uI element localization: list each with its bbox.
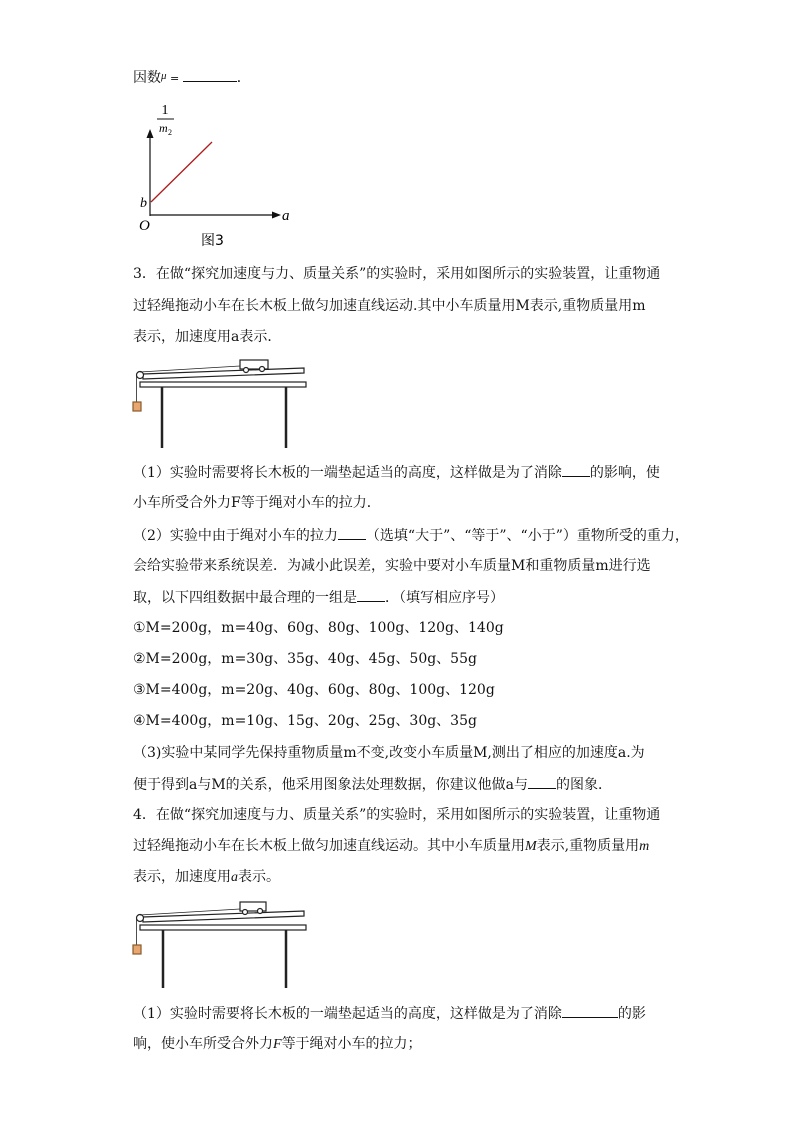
q3-part2-text-b: （选填“大于”、“等于”、“小于”）重物所受的重力， [365,528,689,544]
q4-stem-text-b: 表示,重物质量用 [536,838,640,854]
q3-stem-line-3: 表示，加速度用a表示． [133,329,282,345]
pulley [137,915,144,922]
origin-label: O [139,218,150,234]
q3-part1-text-a: （1）实验时需要将长木板的一端垫起适当的高度，这样做是为了消除 [133,465,562,481]
table-top [140,925,306,930]
q3-part2-text-d: 取，以下四组数据中最合理的一组是 [133,590,357,606]
q4-part1-text-c: 响，使小车所受合外力 [133,1036,273,1052]
q4-var-m: m [639,839,650,854]
hanging-weight [133,945,141,954]
q4-part1-text-a: （1）实验时需要将长木板的一端垫起适当的高度，这样做是为了消除 [133,1006,562,1022]
y-label-numerator: 1 [161,103,169,118]
q3-option-3: ③M=400g，m=20g、40g、60g、80g、100g、120g [133,682,495,698]
long-board [143,911,304,922]
q3-part3-text-c: 的图象． [556,777,613,793]
q3-part1-text-b: 的影响，使 [589,465,660,481]
q4-stem-text-d: 表示。 [238,869,280,885]
mu-symbol: μ [161,70,167,82]
q4-part1-text-d: 等于绳对小车的拉力； [281,1036,422,1052]
q3-part3-text-b: 便于得到a与M的关系，他采用图象法处理数据，你建议他做a与 [133,777,529,793]
q4-var-F: F [273,1037,282,1052]
cart-wheel-left [243,910,248,915]
cart-wheel-right [258,909,263,914]
q4-stem-line-1: 4．在做“探究加速度与力、质量关系”的实验时，采用如图所示的实验装置，让重物通 [133,807,661,823]
q4-part1-text-b: 的影 [617,1006,646,1022]
q3-option-2: ②M=200g，m=30g、35g、40g、45g、50g、55g [133,651,477,667]
y-label-subscript: 2 [168,128,172,137]
intercept-label: b [140,196,147,211]
q3-stem-line-2: 过轻绳拖动小车在长木板上做匀加速直线运动.其中小车质量用M表示,重物质量用m [133,298,646,314]
q3-part2-text-e: ．（填写相应序号） [385,590,504,606]
q2-tail-end: ． [236,70,251,86]
q3-option-1: ①M=200g，m=40g、60g、80g、100g、120g、140g [133,620,504,636]
answer-blank-q4-1[interactable] [562,1003,618,1018]
figure3-caption: 图3 [201,233,224,249]
q3-part2-line-2: 会给实验带来系统误差．为减小此误差，实验中要对小车质量M和重物质量m进行选 [133,558,651,574]
q3-part3-line-1: （3)实验中某同学先保持重物质量m不变,改变小车质量M,测出了相应的加速度a.为 [133,745,645,761]
q4-part1-line-2 [133,1034,422,1055]
q3-option-4: ④M=400g，m=10g、15g、20g、25g、30g、35g [133,713,477,729]
q3-part1-line-2: 小车所受合外力F等于绳对小车的拉力． [133,495,381,511]
q2-tail-eq: = [166,72,183,85]
q4-part1-line-1 [133,1003,646,1024]
q2-tail-prefix: 因数 [133,70,161,86]
q3-stem-line-1: 3．在做“探究加速度与力、质量关系”的实验时，采用如图所示的实验装置，让重物通 [133,266,661,282]
q4-var-a: a [231,870,238,885]
q4-stem-text-c: 表示，加速度用 [133,869,231,885]
y-label-denominator: m [159,121,168,135]
q3-part2-text-a: （2）实验中由于绳对小车的拉力 [133,528,338,544]
x-axis-label: a [282,208,290,224]
q4-var-M: M [525,839,537,854]
q4-stem-text-a: 过轻绳拖动小车在长木板上做匀加速直线运动。其中小车质量用 [133,838,525,854]
